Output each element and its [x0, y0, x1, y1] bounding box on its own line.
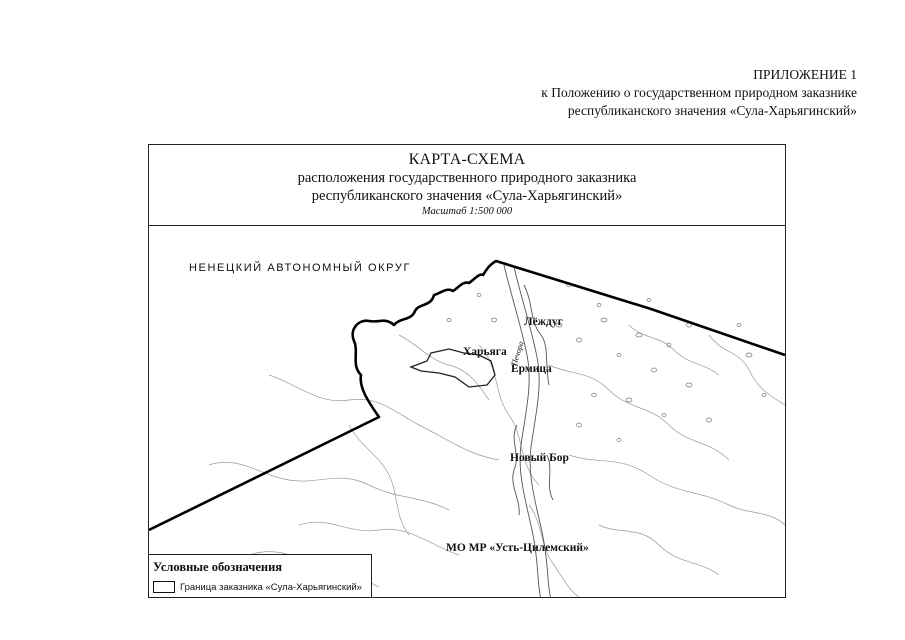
- appendix-title: ПРИЛОЖЕНИЕ 1: [753, 67, 857, 82]
- district-label-ust-tsilemsky[interactable]: МО МР «Усть-Цилемский»: [446, 542, 589, 554]
- appendix-header: [541, 66, 857, 120]
- map-subtitle-2: республиканского значения «Сула-Харьягинский»: [311, 188, 623, 204]
- place-kharyaga[interactable]: Харьяга: [463, 346, 507, 358]
- river-label-pechora: Печора: [509, 340, 526, 367]
- map-legend: [149, 554, 372, 598]
- place-lezhdug[interactable]: Лёждуг: [524, 316, 563, 328]
- map-title-box: [149, 145, 785, 226]
- appendix-line-3: республиканского значения «Сула-Харьягинский»: [567, 103, 857, 118]
- lakes: [447, 283, 766, 441]
- region-label-nao: НЕНЕЦКИЙ АВТОНОМНЫЙ ОКРУГ: [189, 262, 412, 274]
- legend-title: Условные обозначения: [153, 560, 283, 574]
- map-subtitle-1: расположения государственного природного заказника: [297, 170, 637, 186]
- appendix-line-2: к Положению о государственном природном заказнике: [541, 85, 857, 100]
- map-frame: [148, 144, 786, 598]
- place-ermitsa[interactable]: Ермица: [511, 363, 552, 375]
- region-boundary[interactable]: [149, 261, 785, 530]
- legend-boundary-label: Граница заказника «Сула-Харьягинский»: [180, 582, 362, 593]
- map-scale: Масштаб 1:500 000: [421, 206, 513, 217]
- place-novy-bor[interactable]: Новый Бор: [510, 452, 569, 464]
- map-area[interactable]: [149, 225, 785, 598]
- map-heading: КАРТА-СХЕМА: [408, 151, 526, 168]
- legend-boundary-swatch: [153, 581, 175, 593]
